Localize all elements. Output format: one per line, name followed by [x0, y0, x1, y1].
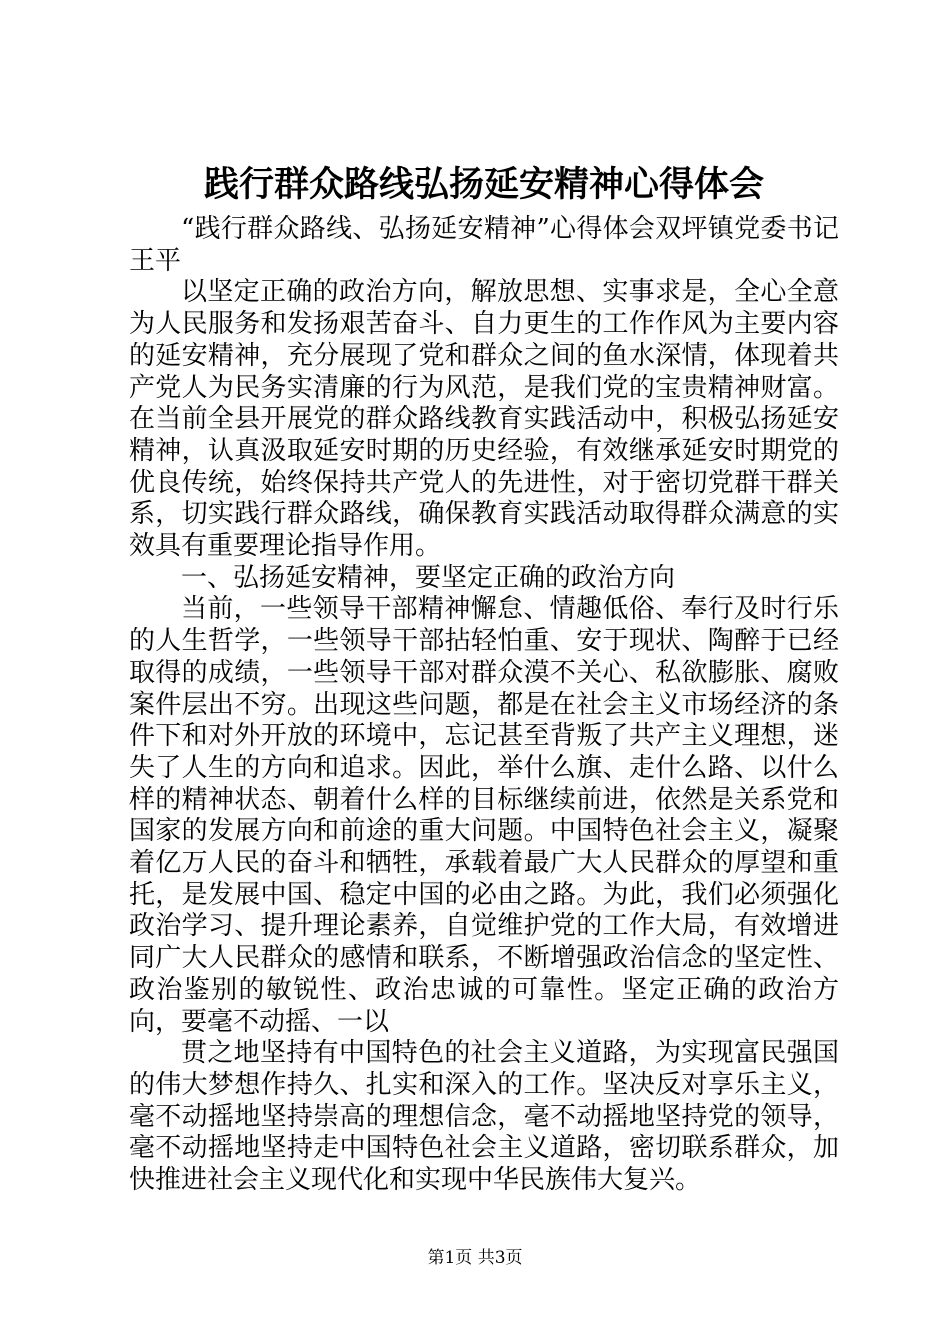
document-page: [129, 160, 839, 1197]
document-paragraph: 以坚定正确的政治方向，解放思想、实事求是，全心全意为人民服务和发扬艰苦奋斗、自力更生的工作作风为主要内容的延安精神，充分展现了党和群众之间的鱼水深情，体现着共产党人为民务实清廉的行为风范，是我们党的宝贵精神财富。在当前全县开展党的群众路线教育实践活动中，积极弘扬延安精神，认真汲取延安时期的历史经验，有效继承延安时期党的优良传统，始终保持共产党人的先进性，对于密切党群干群关系，切实践行群众路线，确保教育实践活动取得群众满意的实效具有重要理论指导作用。: [129, 277, 839, 562]
document-paragraph: 当前，一些领导干部精神懈怠、情趣低俗、奉行及时行乐的人生哲学，一些领导干部拈轻怕重、安于现状、陶醉于已经取得的成绩，一些领导干部对群众漠不关心、私欲膨胀、腐败案件层出不穷。出现这些问题，都是在社会主义市场经济的条件下和对外开放的环境中，忘记甚至背叛了共产主义理想，迷失了人生的方向和追求。因此，举什么旗、走什么路、以什么样的精神状态、朝着什么样的目标继续前进，依然是关系党和国家的发展方向和前途的重大问题。中国特色社会主义，凝聚着亿万人民的奋斗和牺牲，承载着最广大人民群众的厚望和重托，是发展中国、稳定中国的必由之路。为此，我们必须强化政治学习、提升理论素养，自觉维护党的工作大局，有效增进同广大人民群众的感情和联系，不断增强政治信念的坚定性、政治鉴别的敏锐性、政治忠诚的可靠性。坚定正确的政治方向，要毫不动摇、一以: [129, 594, 839, 1037]
page-footer: 第1页 共3页: [427, 1248, 523, 1268]
section-heading: 一、弘扬延安精神，要坚定正确的政治方向: [181, 562, 676, 593]
document-paragraph: “践行群众路线、弘扬延安精神”心得体会双坪镇党委书记王平: [129, 214, 839, 276]
document-title: 践行群众路线弘扬延安精神心得体会: [203, 164, 764, 205]
document-paragraph: 贯之地坚持有中国特色的社会主义道路，为实现富民强国的伟大梦想作持久、扎实和深入的工作。坚决反对享乐主义，毫不动摇地坚持崇高的理想信念，毫不动摇地坚持党的领导，毫不动摇地坚持走中国特色社会主义道路，密切联系群众，加快推进社会主义现代化和实现中华民族伟大复兴。: [129, 1038, 839, 1196]
